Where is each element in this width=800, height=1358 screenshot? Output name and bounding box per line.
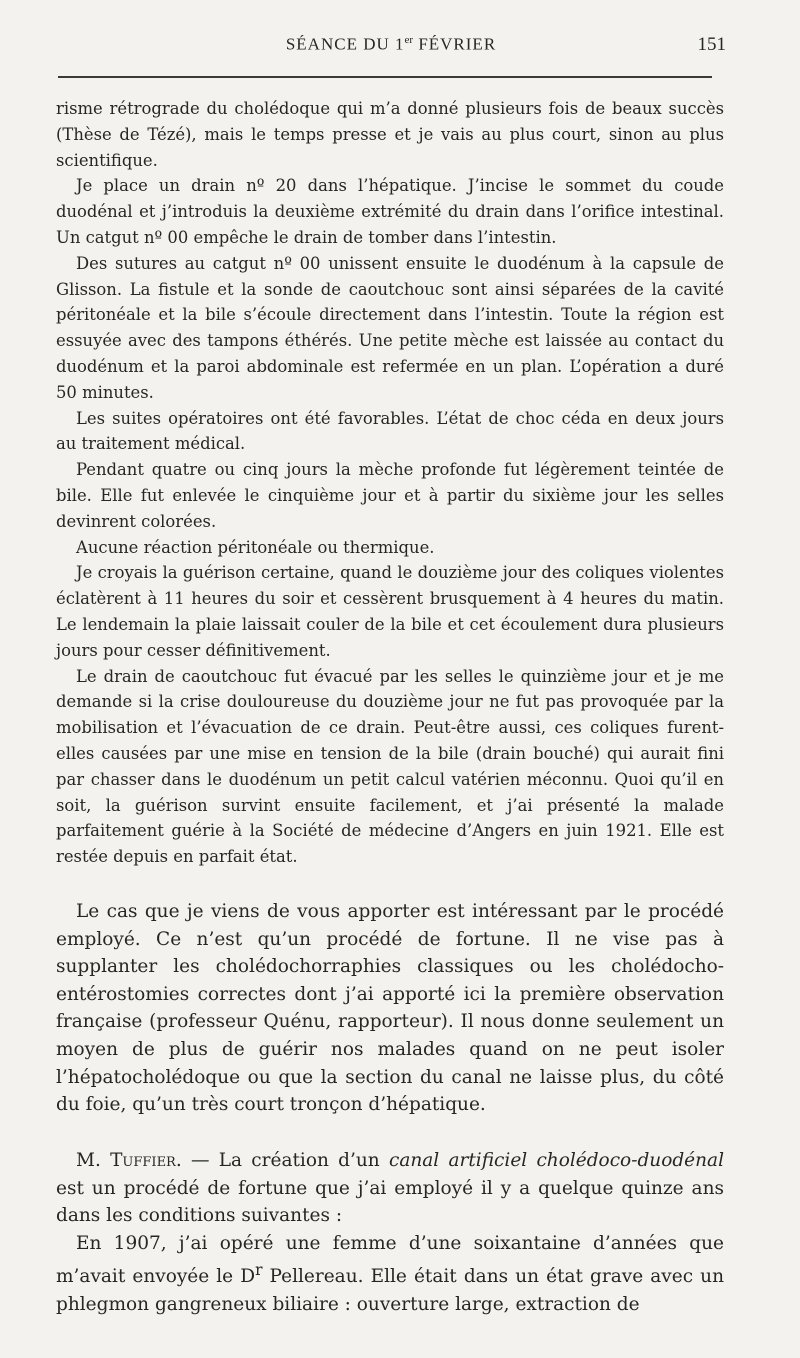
paragraph: Le drain de caoutchouc fut évacué par les selles le quinzième jour et je me demande si la crise douloureuse du douzième jour ne fut pas provoquée par la mobilisation et l’évacuation de ce drain. Peut-être aussi, ces coliques furent-elles causées par une mise en tension de la bile (drain bouché) qui aurait fini par chasser dans le duodénum un petit calcul vatérien méconnu. Quoi qu’il en soit, la guérison survint ensuite facilement, et j’ai présenté la malade parfaitement guérie à la Société de médecine d’Angers en juin 1921. Elle est restée depuis en parfait état. bbox=[56, 666, 724, 867]
speaker-name: Tuffier bbox=[110, 1150, 176, 1171]
paragraph: Le cas que je viens de vous apporter est intéressant par le procédé employé. Ce n’est qu’un procédé de fortune. Il ne vise pas à supplanter les cholédochorraphies classiques ou les cholédocho-entérostomies correctes dont j’ai apporté ici la première observation française (professeur Quénu, rapporteur). Il nous donne seulement un moyen de plus de guérir nos malades quand on ne peut isoler l’hépatocholédoque ou que la section du canal ne laisse plus, du côté du foie, qu’un très court tronçon d’hépatique. bbox=[56, 901, 724, 1116]
paragraph: Aucune réaction péritonéale ou thermique. bbox=[76, 537, 435, 557]
speaker-lead: . — La création d’un bbox=[175, 1150, 389, 1171]
paragraph-part: Pellereau. Elle était dans un état grave avec un phlegmon gangreneux biliaire : ouverture large, extraction de bbox=[56, 1266, 724, 1316]
paragraph bbox=[56, 1230, 724, 1319]
paragraph: Pendant quatre ou cinq jours la mèche profonde fut légèrement teintée de bile. Elle fut enlevée le cinquième jour et à partir du sixième jour les selles devinrent colorées. bbox=[56, 460, 724, 531]
header-rule bbox=[58, 76, 712, 78]
paragraph-part: En 1907, j’ai opéré une femme d’une soixantaine d’années que m’avait envoyée le D bbox=[56, 1232, 724, 1288]
paragraph: Je place un drain nº 20 dans l’hépatique. J’incise le sommet du coude duodénal et j’introduis la deuxième extrémité du drain dans l’orifice intestinal. Un catgut nº 00 empêche le drain de tomber dans l’intestin. bbox=[56, 176, 724, 247]
commentary-text bbox=[56, 898, 724, 1119]
title-superscript: er bbox=[404, 34, 414, 46]
paragraph: risme rétrograde du cholédoque qui m’a donné plusieurs fois de beaux succès (Thèse de Tézé), mais le temps presse et je vais au plus court, sinon au plus scientifique. bbox=[56, 99, 724, 170]
case-report-text bbox=[56, 96, 724, 870]
running-title bbox=[56, 34, 726, 55]
italic-term: canal artificiel cholédoco-duodénal bbox=[388, 1150, 724, 1171]
tuffier-discussion bbox=[56, 1147, 724, 1319]
paragraph: Je croyais la guérison certaine, quand le douzième jour des coliques violentes éclatèrent à 11 heures du soir et cessèrent brusquement à 4 heures du matin. Le lendemain la plaie laissait couler de la bile et cet écoulement dura plusieurs jours pour cesser définitivement. bbox=[56, 563, 724, 660]
paragraph: Les suites opératoires ont été favorables. L’état de choc céda en deux jours au traitement médical. bbox=[56, 408, 724, 454]
speaker-prefix: M. bbox=[76, 1150, 111, 1171]
paragraph: Des sutures au catgut nº 00 unissent ensuite le duodénum à la capsule de Glisson. La fistule et la sonde de caoutchouc sont ainsi séparées de la cavité péritonéale et la bile s’écoule directement dans l’intestin. Toute la région est essuyée avec des tampons éthérés. Une petite mèche est laissée au contact du duodénum et la paroi abdominale est refermée en un plan. L’opération a duré 50 minutes. bbox=[56, 253, 724, 402]
superscript: r bbox=[255, 1261, 263, 1280]
title-text: SÉANCE DU 1 bbox=[285, 34, 405, 54]
running-header bbox=[56, 34, 726, 60]
paragraph-rest: est un procédé de fortune que j’ai employé il y a quelque quinze ans dans les conditions suivantes : bbox=[56, 1177, 724, 1227]
paragraph-tuffier bbox=[56, 1147, 724, 1230]
title-text-month: FÉVRIER bbox=[413, 34, 497, 54]
page-number: 151 bbox=[697, 34, 726, 55]
